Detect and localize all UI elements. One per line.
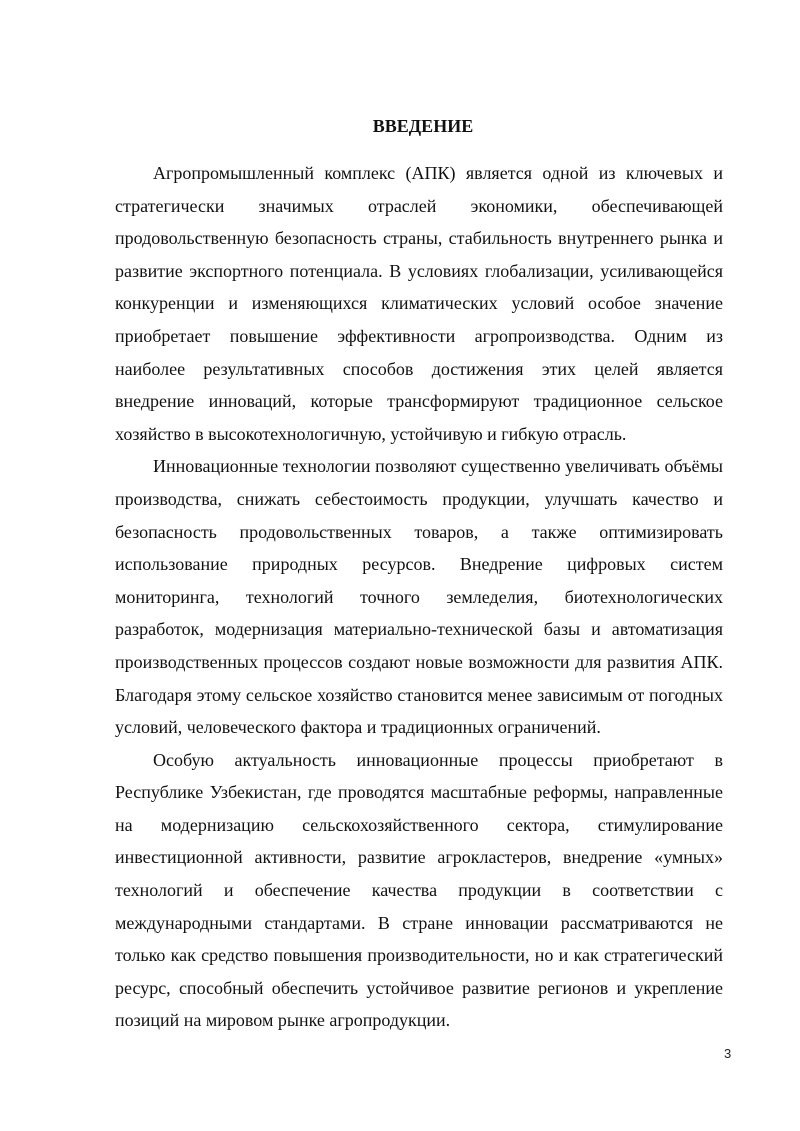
body-text [115, 157, 723, 1037]
paragraph-3: Особую актуальность инновационные процессы приобретают в Республике Узбекистан, где проводятся масштабные реформы, направленные на модернизацию сельскохозяйственного сектора, стимулирование инвестиционной активности, развитие агрокластеров, внедрение «умных» технологий и обеспечение качества продукции в соответствии с международными стандартами. В стране инновации рассматриваются не только как средство повышения производительности, но и как стратегический ресурс, способный обеспечить устойчивое развитие регионов и укрепление позиций на мировом рынке агропродукции. [115, 749, 723, 1031]
section-heading: ВВЕДЕНИЕ [372, 116, 474, 136]
page-number: 3 [724, 1046, 732, 1061]
paragraph-1: Агропромышленный комплекс (АПК) является одной из ключевых и стратегически значимых отраслей экономики, обеспечивающей продовольственную безопасность страны, стабильность внутреннего рынка и развитие экспортного потенциала. В условиях глобализации, усиливающейся конкуренции и изменяющихся климатических условий особое значение приобретает повышение эффективности агропроизводства. Одним из наиболее результативных способов достижения этих целей является внедрение инноваций, которые трансформируют традиционное сельское хозяйство в высокотехнологичную, устойчивую и гибкую отрасль. [115, 163, 723, 444]
paragraph-2: Инновационные технологии позволяют существенно увеличивать объёмы производства, снижать себестоимость продукции, улучшать качество и безопасность продовольственных товаров, а также оптимизировать использование природных ресурсов. Внедрение цифровых систем мониторинга, технологий точного земледелия, биотехнологических разработок, модернизация материально-технической базы и автоматизация производственных процессов создают новые возможности для развития АПК. Благодаря этому сельское хозяйство становится менее зависимым от погодных условий, человеческого фактора и традиционных ограничений. [115, 456, 723, 738]
